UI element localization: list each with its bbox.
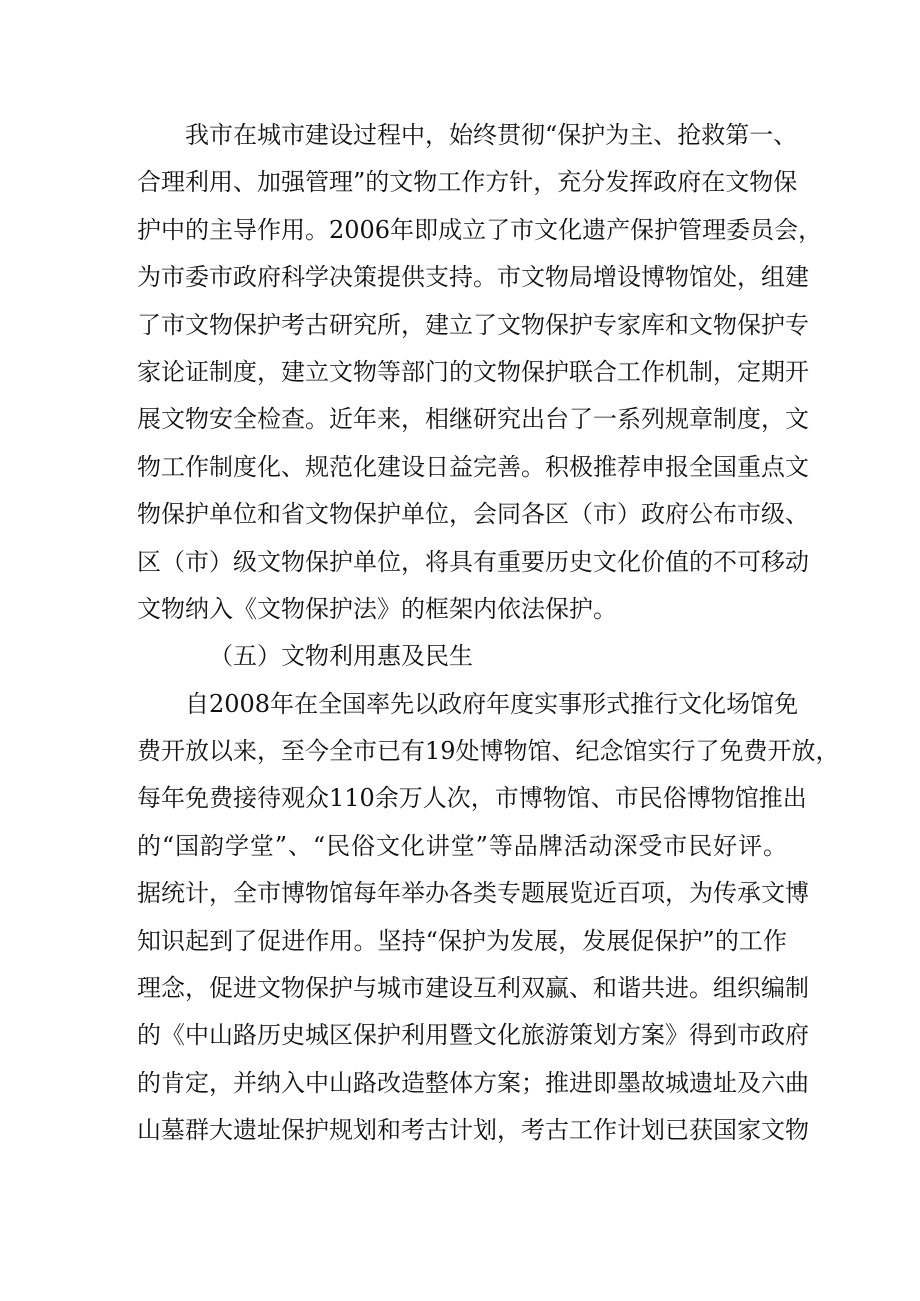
text-line: 据统计，全市博物馆每年举办各类专题展览近百项，为传承文博 (137, 879, 809, 908)
text-line: 区（市）级文物保护单位，将具有重要历史文化价值的不可移动 (137, 547, 809, 576)
text-line: 的肯定，并纳入中山路改造整体方案；推进即墨故城遗址及六曲 (137, 1068, 809, 1097)
paragraph-protection-policy (137, 112, 823, 633)
text-line: 文物纳入《文物保护法》的框架内依法保护。 (137, 594, 617, 623)
text-line: 的“国韵学堂”、“民俗文化讲堂”等品牌活动深受市民好评。 (137, 831, 787, 860)
text-line: 物工作制度化、规范化建设日益完善。积极推荐申报全国重点文 (137, 452, 809, 481)
text-line: 家论证制度，建立文物等部门的文物保护联合工作机制，定期开 (137, 357, 809, 386)
text-line: 费开放以来，至今全市已有19处博物馆、纪念馆实行了免费开放， (137, 737, 840, 766)
text-line: 知识起到了促进作用。坚持“保护为发展，发展促保护”的工作 (137, 926, 787, 955)
text-line: 了市文物保护考古研究所，建立了文物保护专家库和文物保护专 (137, 310, 809, 339)
text-line: 展文物安全检查。近年来，相继研究出台了一系列规章制度，文 (137, 405, 809, 434)
text-line: 每年免费接待观众110余万人次，市博物馆、市民俗博物馆推出 (137, 784, 807, 813)
text-line: 物保护单位和省文物保护单位，会同各区（市）政府公布市级、 (137, 500, 809, 529)
text-line: 理念，促进文物保护与城市建设互利双赢、和谐共进。组织编制 (137, 974, 809, 1003)
text-line: 的《中山路历史城区保护利用暨文化旅游策划方案》得到市政府 (137, 1021, 809, 1050)
section-heading: （五）文物利用惠及民生 (209, 642, 473, 671)
text-line: 合理利用、加强管理”的文物工作方针，充分发挥政府在文物保 (137, 168, 798, 197)
text-line: 自2008年在全国率先以政府年度实事形式推行文化场馆免 (185, 689, 799, 718)
text-line: 我市在城市建设过程中，始终贯彻“保护为主、抢救第一、 (185, 121, 798, 149)
text-line: 山墓群大遗址保护规划和考古计划，考古工作计划已获国家文物 (137, 1116, 809, 1145)
paragraph-public-benefit (137, 681, 840, 1155)
text-line: 为市委市政府科学决策提供支持。市文物局增设博物馆处，组建 (137, 263, 809, 292)
text-line: 护中的主导作用。2006年即成立了市文化遗产保护管理委员会， (137, 215, 823, 244)
document-body (137, 112, 840, 1155)
